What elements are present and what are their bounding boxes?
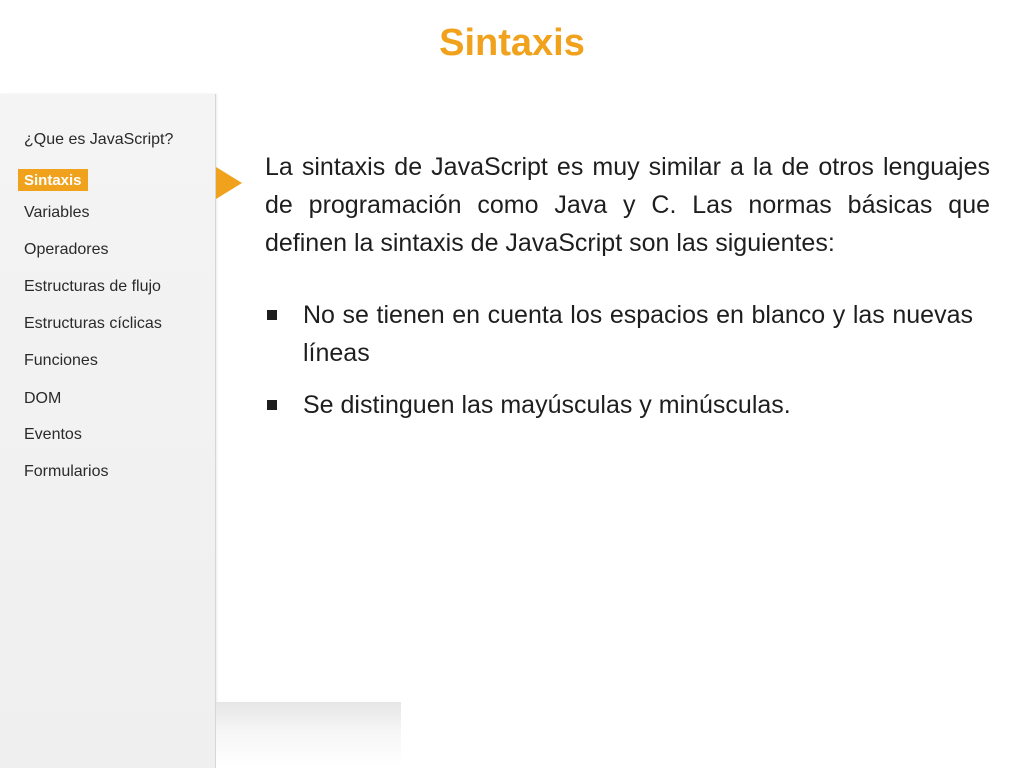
slide-content (265, 148, 990, 438)
rules-list (265, 296, 990, 424)
square-bullet-icon (267, 400, 277, 410)
list-item (265, 386, 973, 424)
sidebar-item-que-es-javascript[interactable]: ¿Que es JavaScript? (24, 131, 174, 148)
sidebar-item-dom[interactable]: DOM (24, 390, 62, 407)
sidebar (0, 94, 216, 768)
list-item-text: Se distinguen las mayúsculas y minúsculas. (303, 391, 791, 419)
decorative-shadow (216, 702, 401, 768)
sidebar-item-estructuras-de-flujo[interactable]: Estructuras de flujo (24, 278, 161, 295)
sidebar-item-eventos[interactable]: Eventos (24, 426, 82, 443)
sidebar-item-formularios[interactable]: Formularios (24, 463, 109, 480)
list-item (265, 296, 973, 372)
list-item-text: No se tienen en cuenta los espacios en blanco y las nuevas líneas (303, 301, 973, 367)
slide-title: Sintaxis (439, 22, 585, 64)
sidebar-item-variables[interactable]: Variables (24, 204, 90, 221)
sidebar-item-operadores[interactable]: Operadores (24, 241, 109, 258)
active-pointer-arrow-icon (216, 167, 242, 199)
sidebar-item-funciones[interactable]: Funciones (24, 352, 98, 369)
sidebar-item-sintaxis[interactable]: Sintaxis (18, 169, 88, 191)
intro-paragraph: La sintaxis de JavaScript es muy similar a la de otros lenguajes de programación como Java y C. Las normas básicas que definen la sintaxis de JavaScript son las siguientes: (265, 153, 990, 257)
sidebar-item-estructuras-ciclicas[interactable]: Estructuras cíclicas (24, 315, 162, 332)
square-bullet-icon (267, 310, 277, 320)
